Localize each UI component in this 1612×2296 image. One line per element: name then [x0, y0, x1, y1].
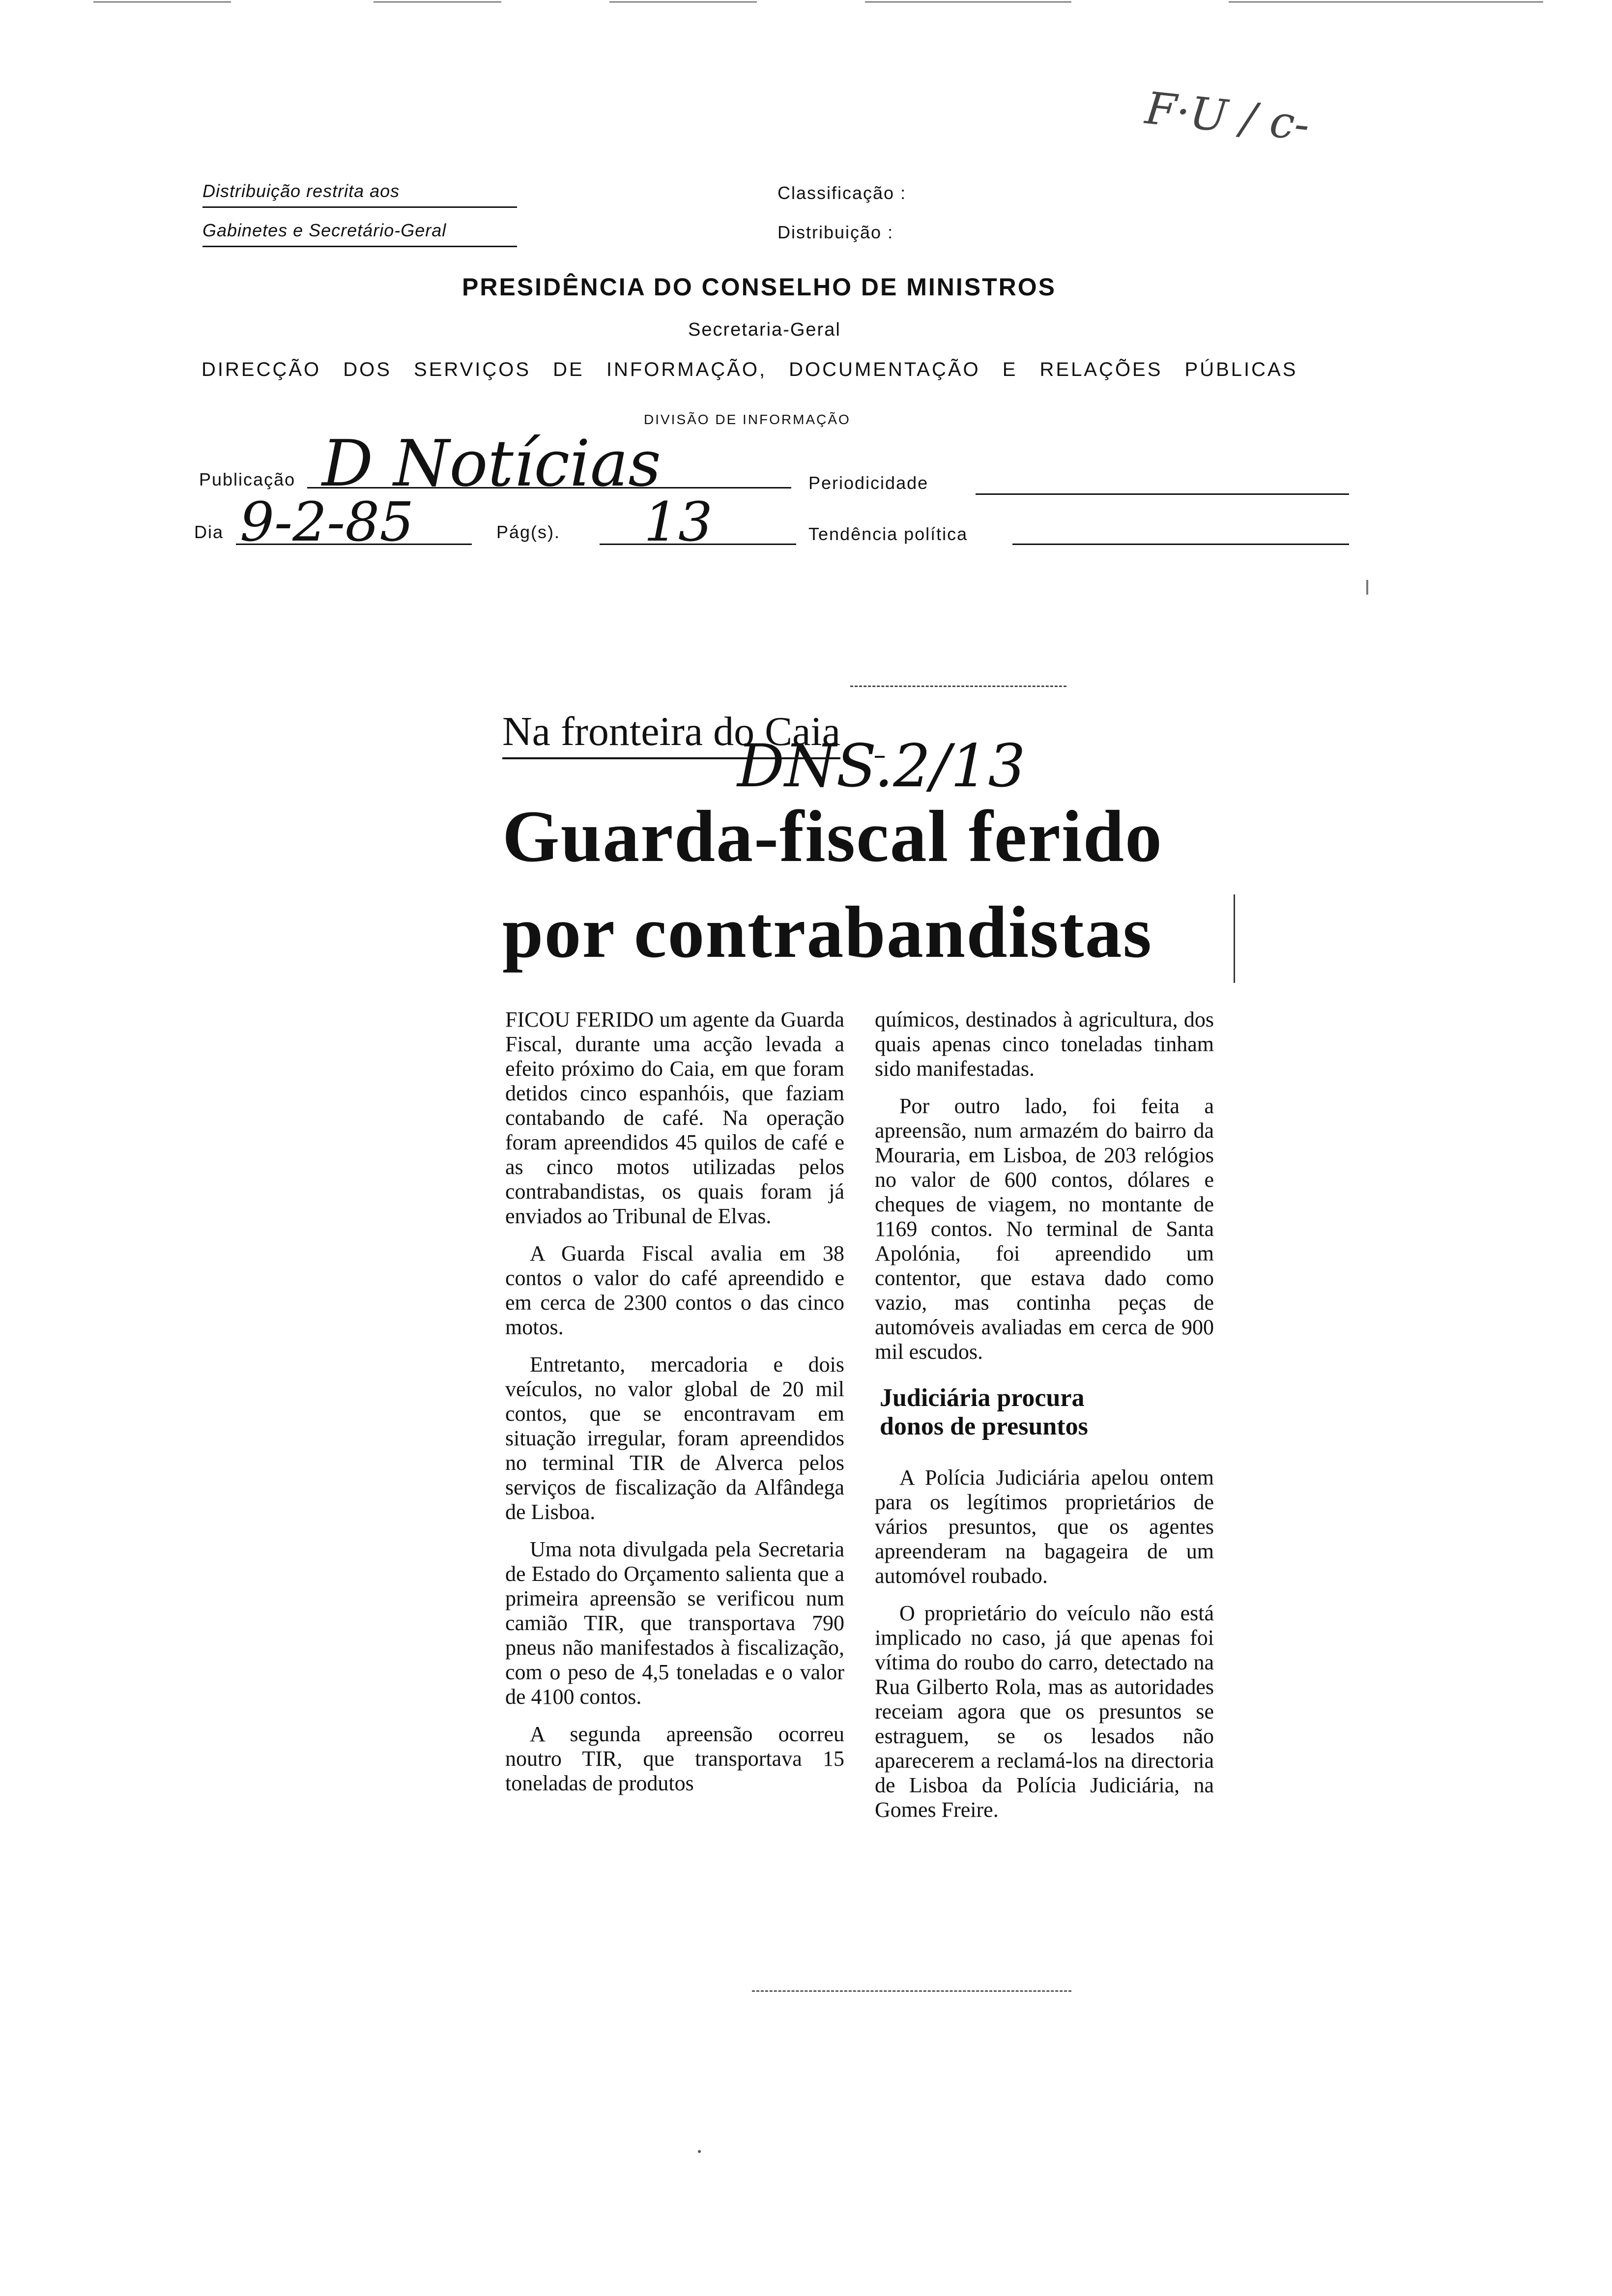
handwritten-corner-note: F·U / c- — [1143, 82, 1312, 151]
right-column-rule — [1234, 894, 1235, 983]
col2-paragraph-4: O proprietário do veículo não está implicado no caso, já que apenas foi vítima do roubo do carro, detectado na Rua Gilberto Rola, mas as autoridades receiam agora que os presuntos se estraguem, se os lesados não aparecerem a reclamá-los na directoria de Lisboa da Polícia Judiciária, na Gomes Freire. — [875, 1601, 1214, 1822]
dia-label: Dia — [194, 522, 224, 542]
col2-paragraph-3: A Polícia Judiciária apelou ontem para os legítimos proprietários de vários presuntos, que os agentes apreenderam na bagageira de um automóvel roubado. — [875, 1465, 1214, 1588]
pags-label: Pág(s). — [496, 522, 561, 542]
scan-edge-marks — [0, 0, 1612, 5]
article-headline-line2: por contrabandistas — [502, 891, 1152, 973]
col1-paragraph-1: FICOU FERIDO um agente da Guarda Fiscal, durante uma acção levada a efeito próximo do Caia, em que foram detidos cinco espanhóis, que faziam contabando de café. Na operação foram apreendidos 45 quilos de café e as cinco motos utilizadas pelos contrabandistas, os quais foram já enviados ao Tribunal de Elvas. — [505, 1007, 844, 1228]
article-column-1 — [505, 1007, 844, 1808]
pags-handwritten-value: 13 — [644, 490, 713, 553]
article-subhead: Judiciária procura donos de presuntos — [880, 1384, 1088, 1440]
publicacao-field — [307, 426, 791, 501]
article-column-2 — [875, 1007, 1214, 1835]
periodicidade-field — [976, 473, 1349, 495]
col1-paragraph-4: Uma nota divulgada pela Secretaria de Estado do Orçamento salienta que a primeira apreensão se verificou num camião TIR, que transportava 790 pneus não manifestados à fiscalização, com o peso de 4,5 toneladas e o valor de 4100 contos. — [505, 1537, 844, 1709]
distribution-note-line1: Distribuição restrita aos — [202, 181, 517, 208]
stray-mark — [698, 2150, 701, 2153]
margin-mark — [1366, 580, 1368, 595]
publicacao-label: Publicação — [199, 469, 296, 489]
tendencia-label: Tendência política — [808, 524, 968, 544]
directorate-line: DIRECÇÃO DOS SERVIÇOS DE INFORMAÇÃO, DOCUMENTAÇÃO E RELAÇÕES PÚBLICAS — [202, 359, 1298, 380]
tendencia-field — [1012, 523, 1349, 545]
division-line: DIVISÃO DE INFORMAÇÃO — [644, 412, 851, 427]
publicacao-handwritten-value: D Notícias — [322, 426, 661, 501]
periodicidade-label: Periodicidade — [808, 473, 929, 493]
institution-title: PRESIDÊNCIA DO CONSELHO DE MINISTROS — [462, 273, 1057, 301]
classificacao-label: Classificação : — [777, 183, 907, 203]
pags-field — [600, 490, 796, 553]
handwritten-reference: DNS.2/13 — [737, 732, 1026, 801]
dia-field — [236, 490, 472, 553]
institution-subtitle: Secretaria-Geral — [688, 319, 841, 340]
article-kicker: Na fronteira do Caia — [502, 708, 840, 759]
bottom-clipping-mark — [752, 1990, 1071, 1992]
clipping-edge-mark — [850, 686, 1066, 687]
col2-paragraph-2: Por outro lado, foi feita a apreensão, num armazém do bairro da Mouraria, em Lisboa, de 203 relógios no valor de 600 contos, dólares e cheques de viagem, no montante de 1169 contos. No terminal de Santa Apolónia, foi apreendido um contentor, que estava dado como vazio, mas continha peças de automóveis avaliadas em cerca de 900 mil escudos. — [875, 1094, 1214, 1364]
distribution-note-line2: Gabinetes e Secretário-Geral — [202, 220, 517, 247]
distribuicao-label: Distribuição : — [777, 222, 894, 242]
article-headline-line1: Guarda-fiscal ferido — [502, 796, 1163, 877]
dia-handwritten-value: 9-2-85 — [240, 490, 414, 553]
col1-paragraph-2: A Guarda Fiscal avalia em 38 contos o valor do café apreendido e em cerca de 2300 contos o das cinco motos. — [505, 1241, 844, 1339]
col1-paragraph-3: Entretanto, mercadoria e dois veículos, no valor global de 20 mil contos, que se encontravam em situação irregular, foram apreendidos no terminal TIR de Alverca pelos serviços de fiscalização da Alfândega de Lisboa. — [505, 1352, 844, 1524]
col1-paragraph-5: A segunda apreensão ocorreu noutro TIR, que transportava 15 toneladas de produtos — [505, 1722, 844, 1795]
col2-paragraph-1: químicos, destinados à agricultura, dos quais apenas cinco toneladas tinham sido manifestadas. — [875, 1007, 1214, 1081]
